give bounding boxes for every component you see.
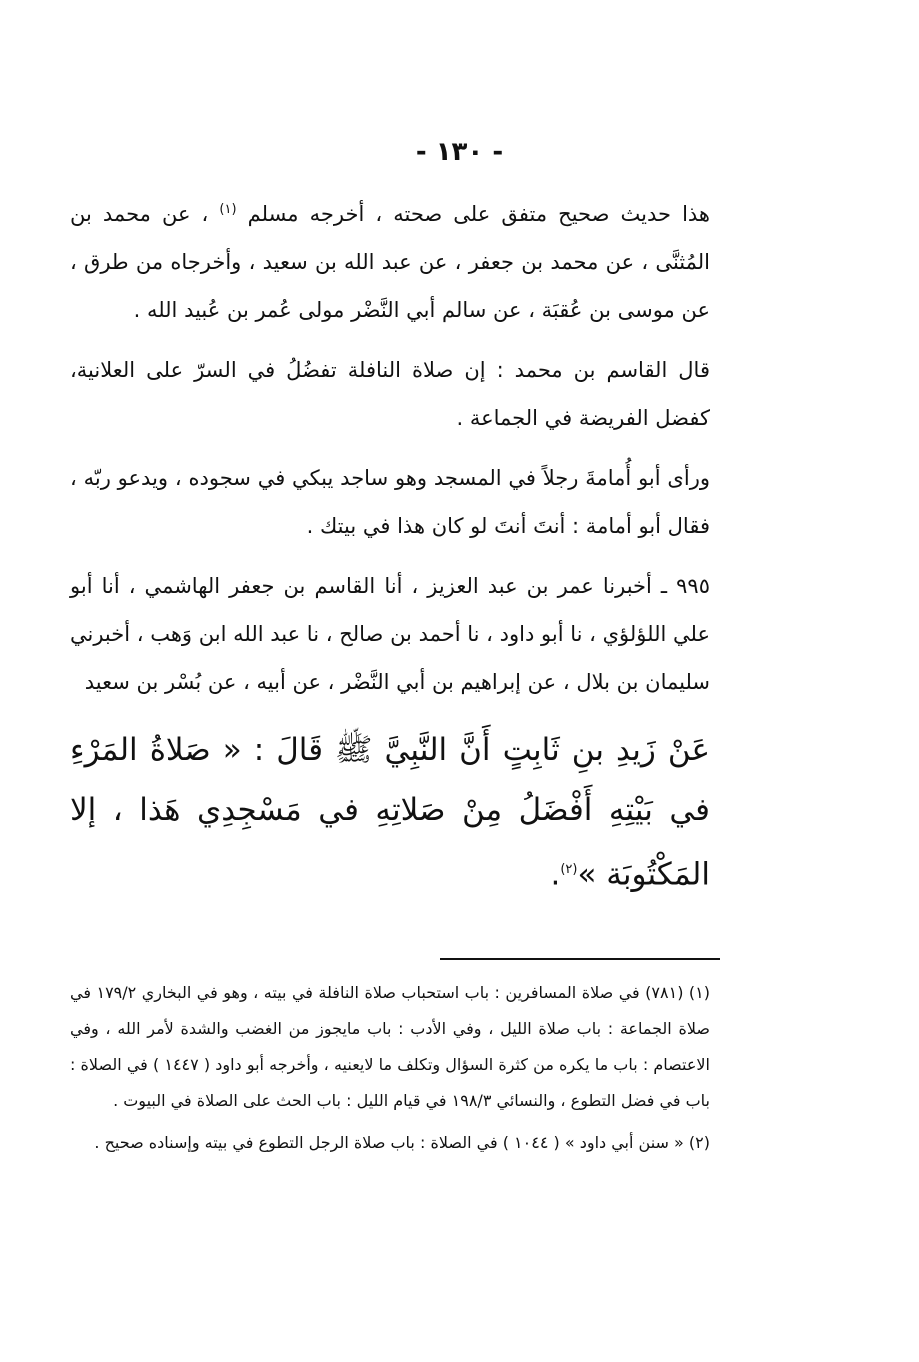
hadith-text: عَنْ زَيدِ بنِ ثَابِتٍ أَنَّ النَّبِيَّ ﷺ قَالَ : « صَلاةُ المَرْءِ في بَيْتِهِ أَفْضَلُ مِنْ صَلاتِهِ في مَسْجِدِي هَذا ، إلا المَكْتُوبَة » <box>70 732 710 893</box>
footnotes <box>70 975 710 1167</box>
page-number: - ١٣٠ - <box>415 137 504 167</box>
paragraph-text: ، عن محمد بن المُثنَّى ، عن محمد بن جعفر ، عن عبد الله بن سعيد ، وأخرجاه من طرق ، عن موسى بن عُقبَة ، عن سالم أبي النَّضْر مولى عُمر بن عُبيد الله . <box>70 202 710 322</box>
main-text <box>70 186 710 916</box>
paragraph-isnad-995: ٩٩٥ ـ أخبرنا عمر بن عبد العزيز ، أنا القاسم بن جعفر الهاشمي ، أنا أبو علي اللؤلؤي ، نا أبو داود ، نا أحمد بن صالح ، نا عبد الله ابن وَهب ، أخبرني سليمان بن بلال ، عن إبراهيم بن أبي النَّضْر ، عن أبيه ، عن بُسْر بن سعيد <box>70 574 710 694</box>
footnote-marker: (٢) <box>560 862 578 877</box>
paragraph-qasim-saying: قال القاسم بن محمد : إن صلاة النافلة تفضُلُ في السرّ على العلانية، كفضل الفريضة في الجماعة . <box>70 358 710 430</box>
paragraph-hadith-grading <box>70 186 710 334</box>
paragraph-text: هذا حديث صحيح متفق على صحته ، أخرجه مسلم <box>236 202 710 226</box>
footnote-2: (٢) « سنن أبي داود » ( ١٠٤٤ ) في الصلاة : باب صلاة الرجل التطوع في بيته وإسناده صحيح . <box>94 1133 710 1152</box>
paragraph-hadith-matn <box>70 720 710 904</box>
paragraph-abu-umama: ورأى أبو أُمامةَ رجلاً في المسجد وهو ساجد يبكي في سجوده ، ويدعو ربّه ، فقال أبو أمامة : أنتَ أنتَ لو كان هذا في بيتك . <box>70 466 710 538</box>
footnote-1: (١) (٧٨١) في صلاة المسافرين : باب استحباب صلاة النافلة في بيته ، وهو في البخاري ١٧٩/٢ في صلاة الجماعة : باب صلاة الليل ، وفي الأدب : باب مايجوز من الغضب والشدة لأمر الله ، وفي الاعتصام : باب ما يكره من كثرة السؤال وتكلف ما لايعنيه ، وأخرجه أبو داود ( ١٤٤٧ ) في الصلاة : باب في فضل التطوع ، والنسائي ١٩٨/٣ في قيام الليل : باب الحث على الصلاة في البيوت . <box>70 983 711 1110</box>
footnote-marker: (١) <box>219 202 237 217</box>
footnote-divider <box>440 958 720 960</box>
hadith-text-end: . <box>550 856 561 893</box>
